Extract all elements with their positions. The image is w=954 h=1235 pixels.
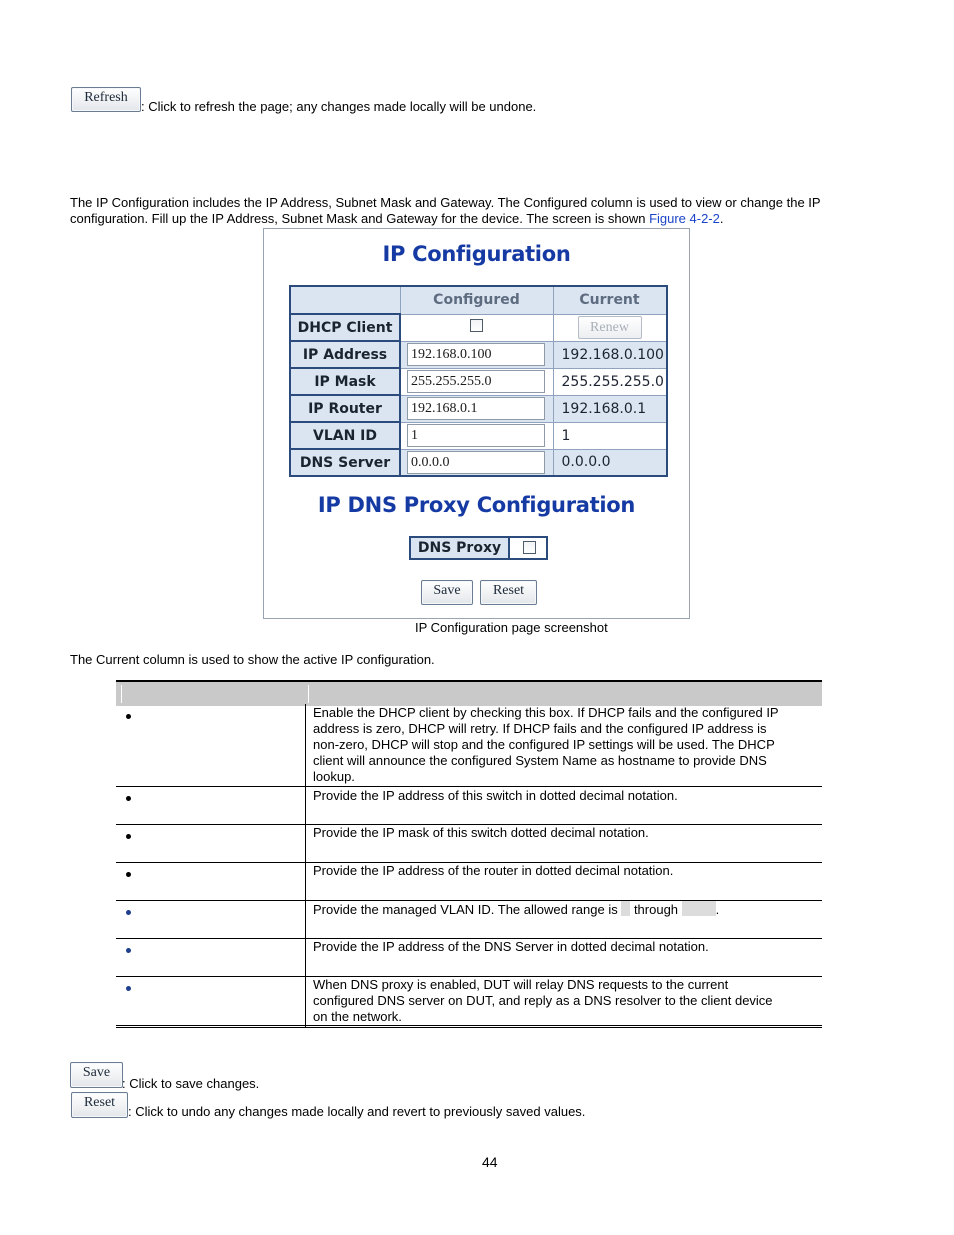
save-button[interactable]: Save [421,580,473,605]
row-ip-address [290,341,667,368]
dns-proxy-table [409,536,548,560]
ip-config-table [289,285,668,477]
ip-mask-input[interactable]: 255.255.255.0 [407,370,545,393]
dns-proxy-label: DNS Proxy [411,538,510,558]
row-label: IP Mask [290,368,400,395]
parameter-table-header [116,680,822,706]
bullet-icon [126,714,131,719]
ip-address-input[interactable]: 192.168.0.100 [407,343,545,366]
row-description: Provide the IP address of the router in dotted decimal notation. [313,863,674,878]
row-description: Enable the DHCP client by checking this box. If DHCP fails and the configured IP address is zero, DHCP will retry. If DHCP fails and the configured IP address is non-zero, DHCP will stop and the configured IP settings will be used. The DHCP client will announce the configured System Name as hostname to provide DNS lookup. [313,705,779,784]
row-description: Provide the IP address of this switch in dotted decimal notation. [313,788,678,803]
row-dhcp-client [290,314,667,341]
vlan-id-current: 1 [553,422,667,449]
bullet-icon [126,834,131,839]
ip-router-input[interactable]: 192.168.0.1 [407,397,545,420]
figure-caption: IP Configuration page screenshot [415,620,608,635]
row-description: When DNS proxy is enabled, DUT will relay DNS requests to the current configured DNS server on DUT, and reply as a DNS resolver to the client device on the network. [313,977,773,1024]
table-row [116,977,822,1028]
row-label: IP Router [290,395,400,422]
bullet-icon [126,796,131,801]
save-button-doc[interactable]: Save [70,1062,123,1088]
current-header: Current [553,286,667,314]
row-label: VLAN ID [290,422,400,449]
dhcp-client-cell [400,314,553,341]
dns-proxy-title: IP DNS Proxy Configuration [317,493,636,517]
renew-cell [553,314,667,341]
row-vlan-id [290,422,667,449]
dns-server-input[interactable]: 0.0.0.0 [407,451,545,474]
corner-header [290,286,400,314]
refresh-button[interactable]: Refresh [71,87,141,112]
configured-header: Configured [400,286,553,314]
table-row [116,901,822,939]
row-description: Provide the IP mask of this switch dotted decimal notation. [313,825,649,840]
table-row [116,825,822,863]
intro-line-1: The IP Configuration includes the IP Address, Subnet Mask and Gateway. The Configured column is used to view or change the IP [70,195,821,210]
row-ip-mask [290,368,667,395]
current-column-note: The Current column is used to show the active IP configuration. [70,652,435,667]
dns-server-current: 0.0.0.0 [553,449,667,476]
ip-configuration-screenshot [263,228,690,619]
page-number: 44 [482,1154,498,1170]
table-row [116,939,822,977]
table-row [116,787,822,825]
row-ip-router [290,395,667,422]
renew-button[interactable]: Renew [578,316,642,339]
row-label: DNS Server [290,449,400,476]
refresh-description: : Click to refresh the page; any changes made locally will be undone. [141,99,537,114]
dhcp-client-checkbox[interactable] [470,319,483,332]
reset-button[interactable]: Reset [480,580,537,605]
ip-configuration-title: IP Configuration [382,242,571,266]
dns-proxy-checkbox[interactable] [523,541,536,554]
figure-link[interactable]: Figure 4-2-2 [649,211,720,226]
intro-line-2: configuration. Fill up the IP Address, Subnet Mask and Gateway for the device. The screen is shown Figure 4-2-2. [70,211,724,226]
row-label: IP Address [290,341,400,368]
table-row [116,863,822,901]
row-dns-server [290,449,667,476]
bullet-icon [126,986,131,991]
row-description: Provide the managed VLAN ID. The allowed range is through . [313,902,720,917]
row-label: DHCP Client [290,314,400,341]
ip-address-current: 192.168.0.100 [553,341,667,368]
bullet-icon [126,872,131,877]
table-row [116,704,822,787]
save-description: : Click to save changes. [122,1076,260,1091]
reset-description: : Click to undo any changes made locally and revert to previously saved values. [128,1104,586,1119]
bullet-icon [126,948,131,953]
ip-mask-current: 255.255.255.0 [553,368,667,395]
row-description: Provide the IP address of the DNS Server in dotted decimal notation. [313,939,709,954]
bullet-icon [126,910,131,915]
vlan-id-input[interactable]: 1 [407,424,545,447]
reset-button-doc[interactable]: Reset [71,1092,128,1118]
ip-router-current: 192.168.0.1 [553,395,667,422]
